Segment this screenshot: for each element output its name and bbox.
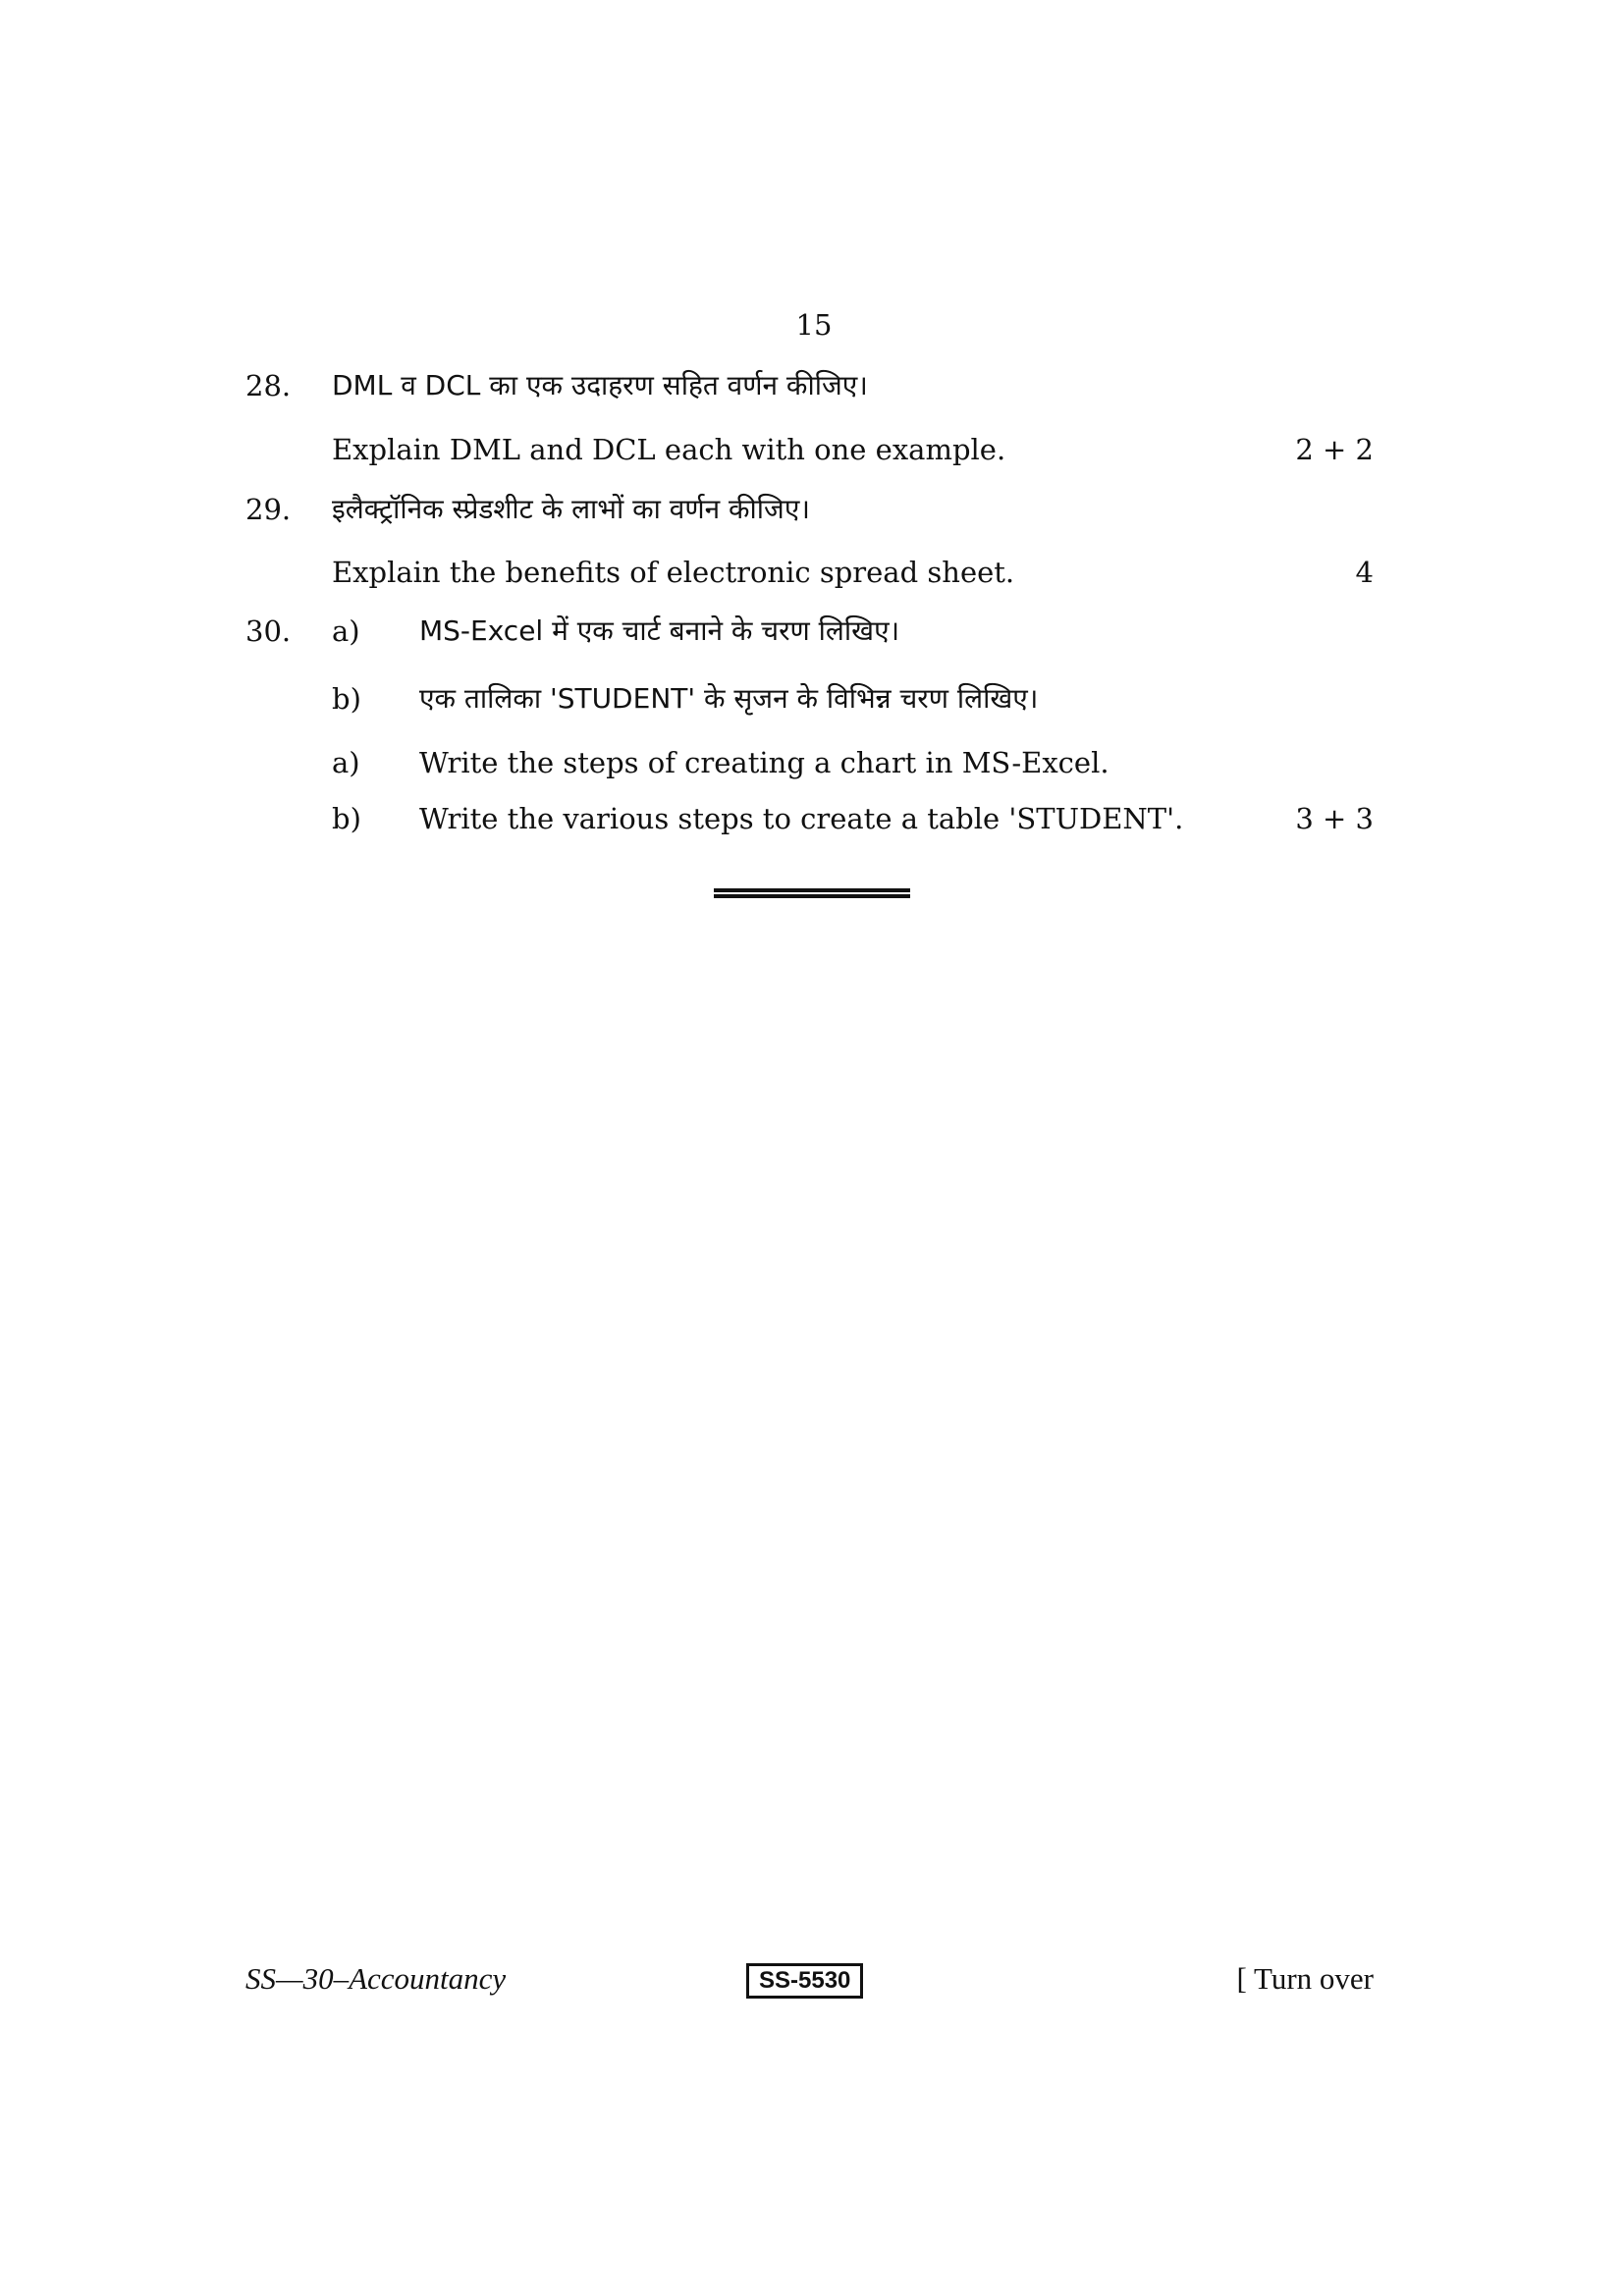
- sub-part-label: b): [332, 802, 361, 835]
- sub-part-text-hindi: MS-Excel में एक चार्ट बनाने के चरण लिखिए।: [419, 614, 900, 647]
- question-text-english: Explain DML and DCL each with one example.: [332, 433, 1006, 466]
- sub-part-label: a): [332, 614, 360, 648]
- end-double-rule: [714, 888, 910, 898]
- question-marks: 3 + 3: [1295, 802, 1374, 835]
- question-number: 28.: [245, 369, 292, 402]
- question-text-english: Explain the benefits of electronic spread sheet.: [332, 556, 1015, 589]
- question-number: 30.: [245, 614, 292, 648]
- sub-part-label: b): [332, 682, 361, 716]
- question-text-hindi: DML व DCL का एक उदाहरण सहित वर्णन कीजिए।: [332, 369, 868, 401]
- footer-subject: SS—30–Accountancy: [245, 1961, 507, 1996]
- question-number: 29.: [245, 493, 292, 526]
- footer-paper-code: SS-5530: [746, 1963, 863, 1999]
- question-text-hindi: इलैक्ट्रॉनिक स्प्रेडशीट के लाभों का वर्णन कीजिए।: [332, 493, 810, 525]
- page-number: 15: [795, 308, 833, 342]
- sub-part-text-english: Write the steps of creating a chart in MS-Excel.: [419, 746, 1109, 779]
- footer-turn-over: [ Turn over: [1236, 1961, 1374, 1996]
- question-marks: 4: [1355, 556, 1374, 589]
- question-marks: 2 + 2: [1295, 433, 1374, 466]
- sub-part-text-english: Write the various steps to create a table 'STUDENT'.: [419, 802, 1184, 835]
- sub-part-label: a): [332, 746, 360, 779]
- sub-part-text-hindi: एक तालिका 'STUDENT' के सृजन के विभिन्न चरण लिखिए।: [419, 682, 1039, 715]
